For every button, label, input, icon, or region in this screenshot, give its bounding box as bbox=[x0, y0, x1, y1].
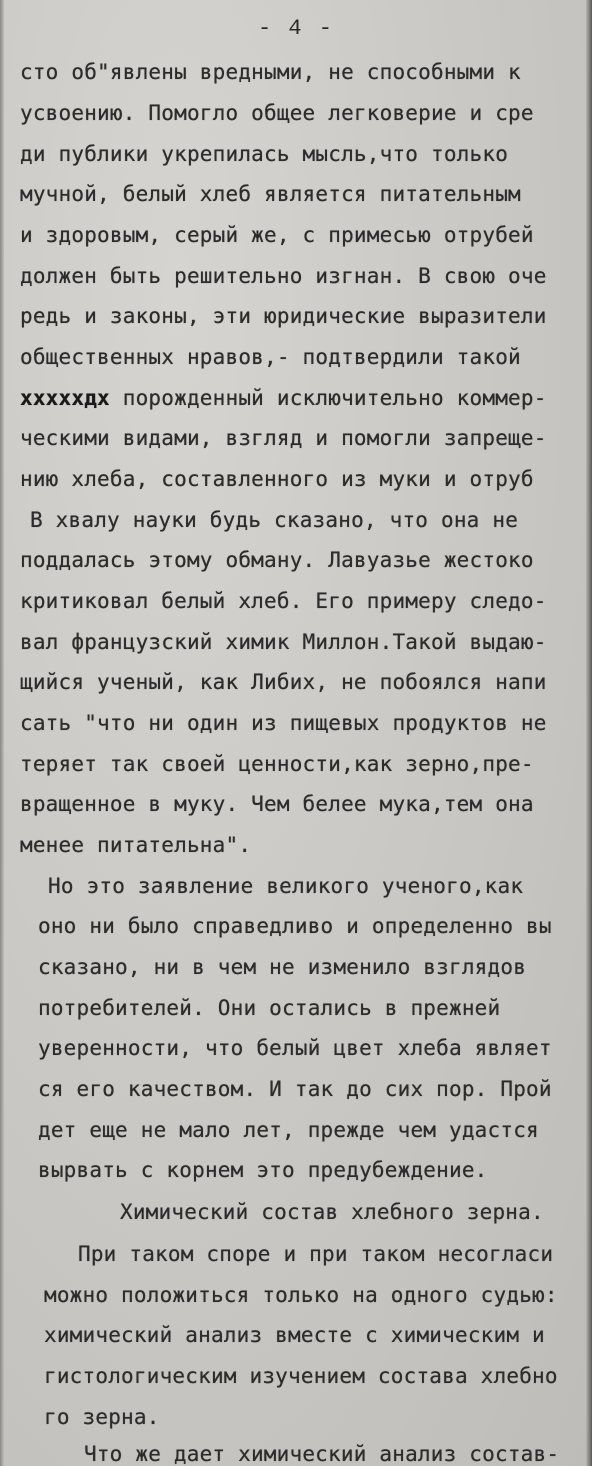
text-line: редь и законы, эти юридические выразители bbox=[20, 304, 547, 328]
text-line: При таком споре и при таком несогласи bbox=[78, 1242, 554, 1266]
text-line: го зерна. bbox=[44, 1405, 160, 1429]
text-line: менее питательна". bbox=[20, 833, 252, 857]
text-line: сто об"явлены вредными, не способными к bbox=[20, 60, 521, 84]
page-left-edge bbox=[0, 0, 4, 1466]
text-line: вращенное в муку. Чем белее мука,тем она bbox=[20, 792, 534, 816]
text-line: поддалась этому обману. Лавуазье жестоко bbox=[20, 548, 534, 572]
text-line: критиковал белый хлеб. Его примеру следо- bbox=[20, 589, 547, 613]
text-line: ческими видами, взгляд и помогли запреще- bbox=[20, 426, 547, 450]
text-line: общественных нравов,- подтвердили такой bbox=[20, 345, 521, 369]
text-line: нию хлеба, составленного из муки и отруб bbox=[20, 467, 534, 491]
text-line: уверенности, что белый цвет хлеба являет bbox=[38, 1036, 552, 1060]
text-line: ди публики укрепилась мысль,что только bbox=[20, 142, 509, 166]
text-line: сказано, ни в чем не изменило взглядов bbox=[38, 955, 527, 979]
struck-word: xxxxxдх bbox=[20, 386, 110, 410]
text-line: ся его качеством. И так до сих пор. Прой bbox=[38, 1077, 552, 1101]
page-number: - 4 - bbox=[257, 16, 334, 41]
text-line: дет еще не мало лет, прежде чем удастся bbox=[38, 1118, 539, 1142]
text-line: В хвалу науки будь сказано, что она не bbox=[30, 508, 519, 532]
text-line: мучной, белый хлеб является питательным bbox=[20, 182, 521, 206]
text-line: потребителей. Они остались в прежней bbox=[38, 996, 501, 1020]
text-line: щийся ученый, как Либих, не побоялся напи bbox=[20, 670, 547, 694]
text-line: гистологическим изучением состава хлебно bbox=[44, 1364, 558, 1388]
section-heading: Химический состав хлебного зерна. bbox=[120, 1200, 544, 1224]
text-line: Что же дает химический анализ состав- bbox=[84, 1442, 560, 1466]
text-line: вырвать с корнем это предубеждение. bbox=[38, 1158, 488, 1182]
text-line: химический анализ вместе с химическим и bbox=[44, 1323, 545, 1347]
text-line: оно ни было справедливо и определенно вы bbox=[38, 914, 552, 938]
text-line: и здоровым, серый же, с примесью отрубей bbox=[20, 223, 534, 247]
text-line: вал французский химик Миллон.Такой выдаю- bbox=[20, 630, 547, 654]
page-right-edge bbox=[586, 0, 592, 1466]
text-line: усвоению. Помогло общее легковерие и сре bbox=[20, 101, 534, 125]
text-line: теряет так своей ценности,как зерно,пре- bbox=[20, 752, 534, 776]
text-line: должен быть решительно изгнан. В свою оче bbox=[20, 264, 547, 288]
text-line: можно положиться только на одного судью: bbox=[44, 1283, 558, 1307]
text-line: Но это заявление великого ученого,как bbox=[48, 874, 524, 898]
text-line bbox=[20, 388, 547, 409]
text-line-continuation: порожденный исключительно коммер- bbox=[109, 386, 547, 410]
text-line: сать "что ни один из пищевых продуктов не bbox=[20, 711, 547, 735]
